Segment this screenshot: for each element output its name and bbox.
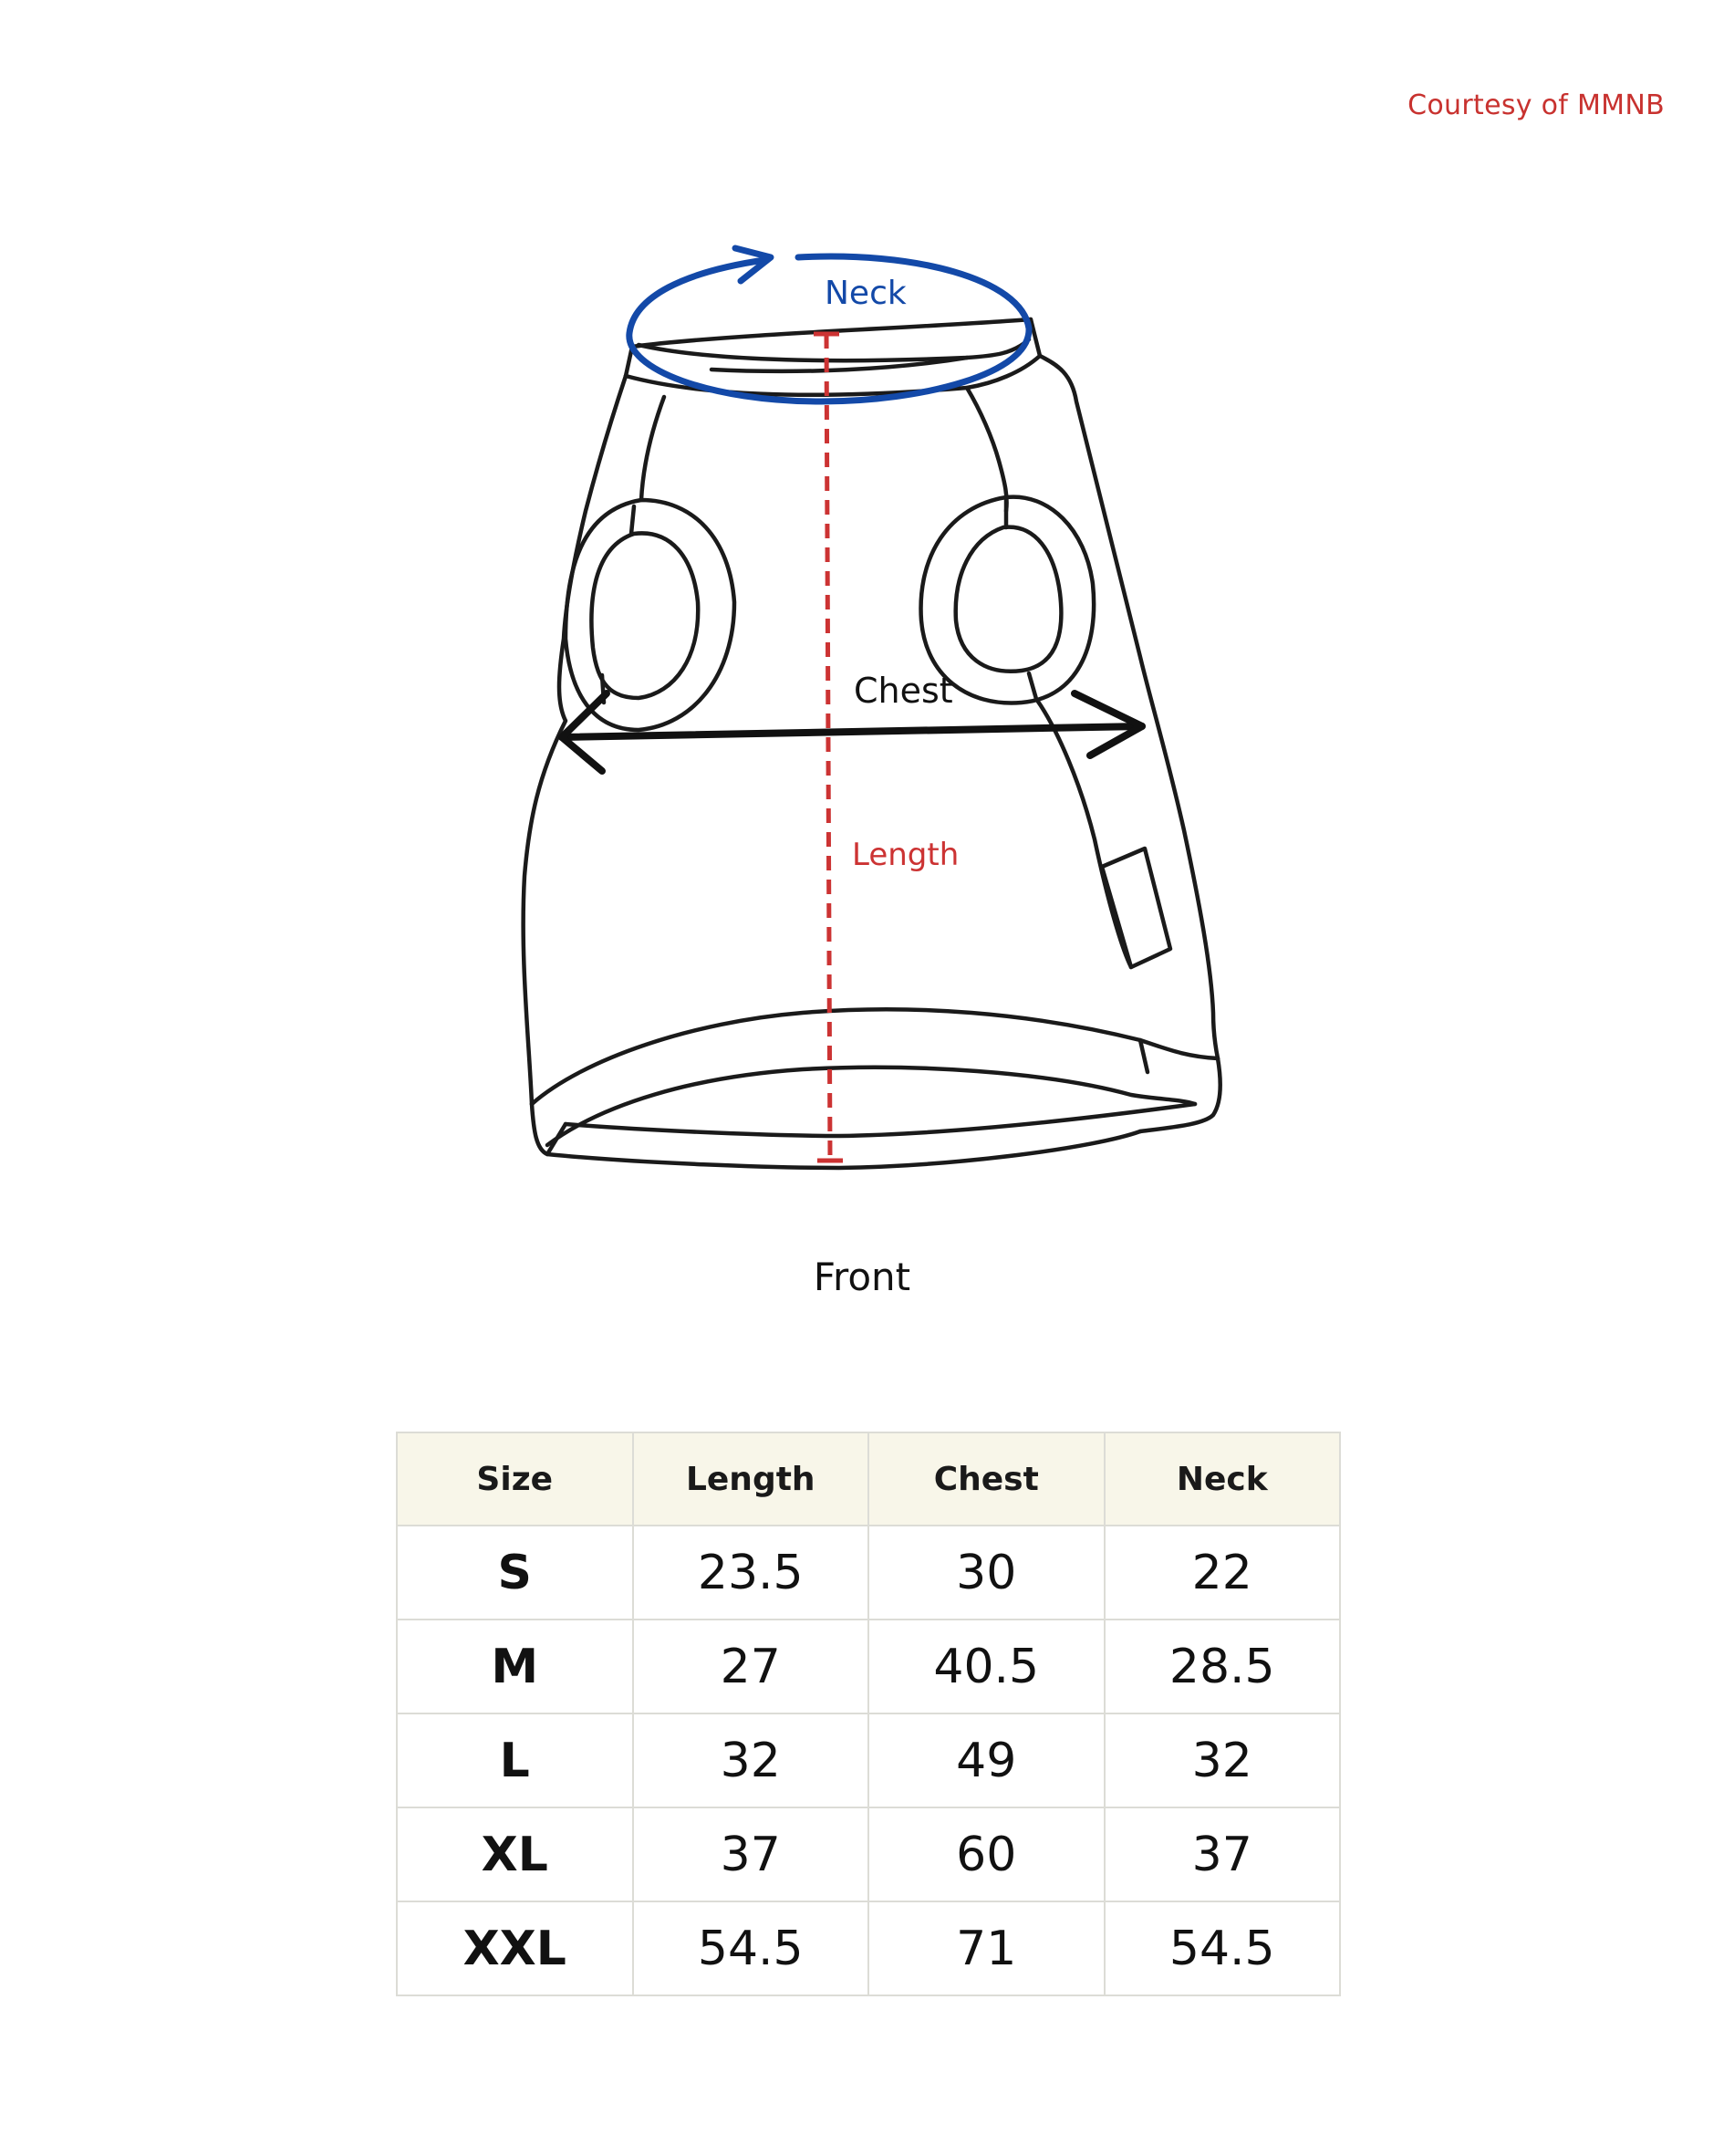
left-strap [641, 397, 664, 500]
chest-arrow-left-head [562, 693, 607, 771]
size-cell: L [397, 1713, 633, 1807]
size-cell: M [397, 1620, 633, 1713]
side-tag [1102, 849, 1170, 967]
neck-label: Neck [825, 275, 907, 312]
neck-cell: 28.5 [1105, 1620, 1341, 1713]
chest-cell: 40.5 [868, 1620, 1105, 1713]
length-cell: 32 [633, 1713, 869, 1807]
neck-cell: 32 [1105, 1713, 1341, 1807]
length-cell: 27 [633, 1620, 869, 1713]
right-armhole-inner [956, 527, 1062, 672]
hem-right [1140, 1058, 1220, 1131]
header-length: Length [633, 1432, 869, 1526]
left-armhole-inner [591, 533, 698, 698]
table-row [397, 1901, 1340, 1995]
length-cell: 23.5 [633, 1526, 869, 1620]
length-label: Length [852, 837, 960, 873]
chest-cell: 71 [868, 1901, 1105, 1995]
table-row [397, 1713, 1340, 1807]
chest-cell: 49 [868, 1713, 1105, 1807]
neck-cell: 54.5 [1105, 1901, 1341, 1995]
left-armhole-seam [631, 506, 634, 534]
collar-right-side [1031, 319, 1040, 356]
length-measure [814, 334, 843, 1161]
table-row [397, 1807, 1340, 1901]
right-armhole-seam-bottom [1029, 673, 1036, 699]
size-chart-table [396, 1432, 1341, 1996]
hem-side-seam [1140, 1040, 1148, 1072]
neck-cell: 37 [1105, 1807, 1341, 1901]
length-dashed-line [826, 334, 830, 1161]
chest-cell: 30 [868, 1526, 1105, 1620]
neck-cell: 22 [1105, 1526, 1341, 1620]
right-strap [967, 388, 1007, 511]
header-size: Size [397, 1432, 633, 1526]
courtesy-credit: Courtesy of MMNB [1407, 89, 1665, 121]
collar-inner-edge [639, 339, 1029, 360]
hem-lower [532, 1104, 566, 1154]
hem-bottom-inner [566, 1104, 1195, 1136]
length-cell: 54.5 [633, 1901, 869, 1995]
size-cell: XXL [397, 1901, 633, 1995]
size-cell: XL [397, 1807, 633, 1901]
table-row [397, 1526, 1340, 1620]
table-header-row [397, 1432, 1340, 1526]
size-cell: S [397, 1526, 633, 1620]
chest-label: Chest [854, 671, 953, 711]
view-label-front: Front [813, 1255, 911, 1299]
header-neck: Neck [1105, 1432, 1341, 1526]
length-cell: 37 [633, 1807, 869, 1901]
table-row [397, 1620, 1340, 1713]
header-chest: Chest [868, 1432, 1105, 1526]
chest-cell: 60 [868, 1807, 1105, 1901]
